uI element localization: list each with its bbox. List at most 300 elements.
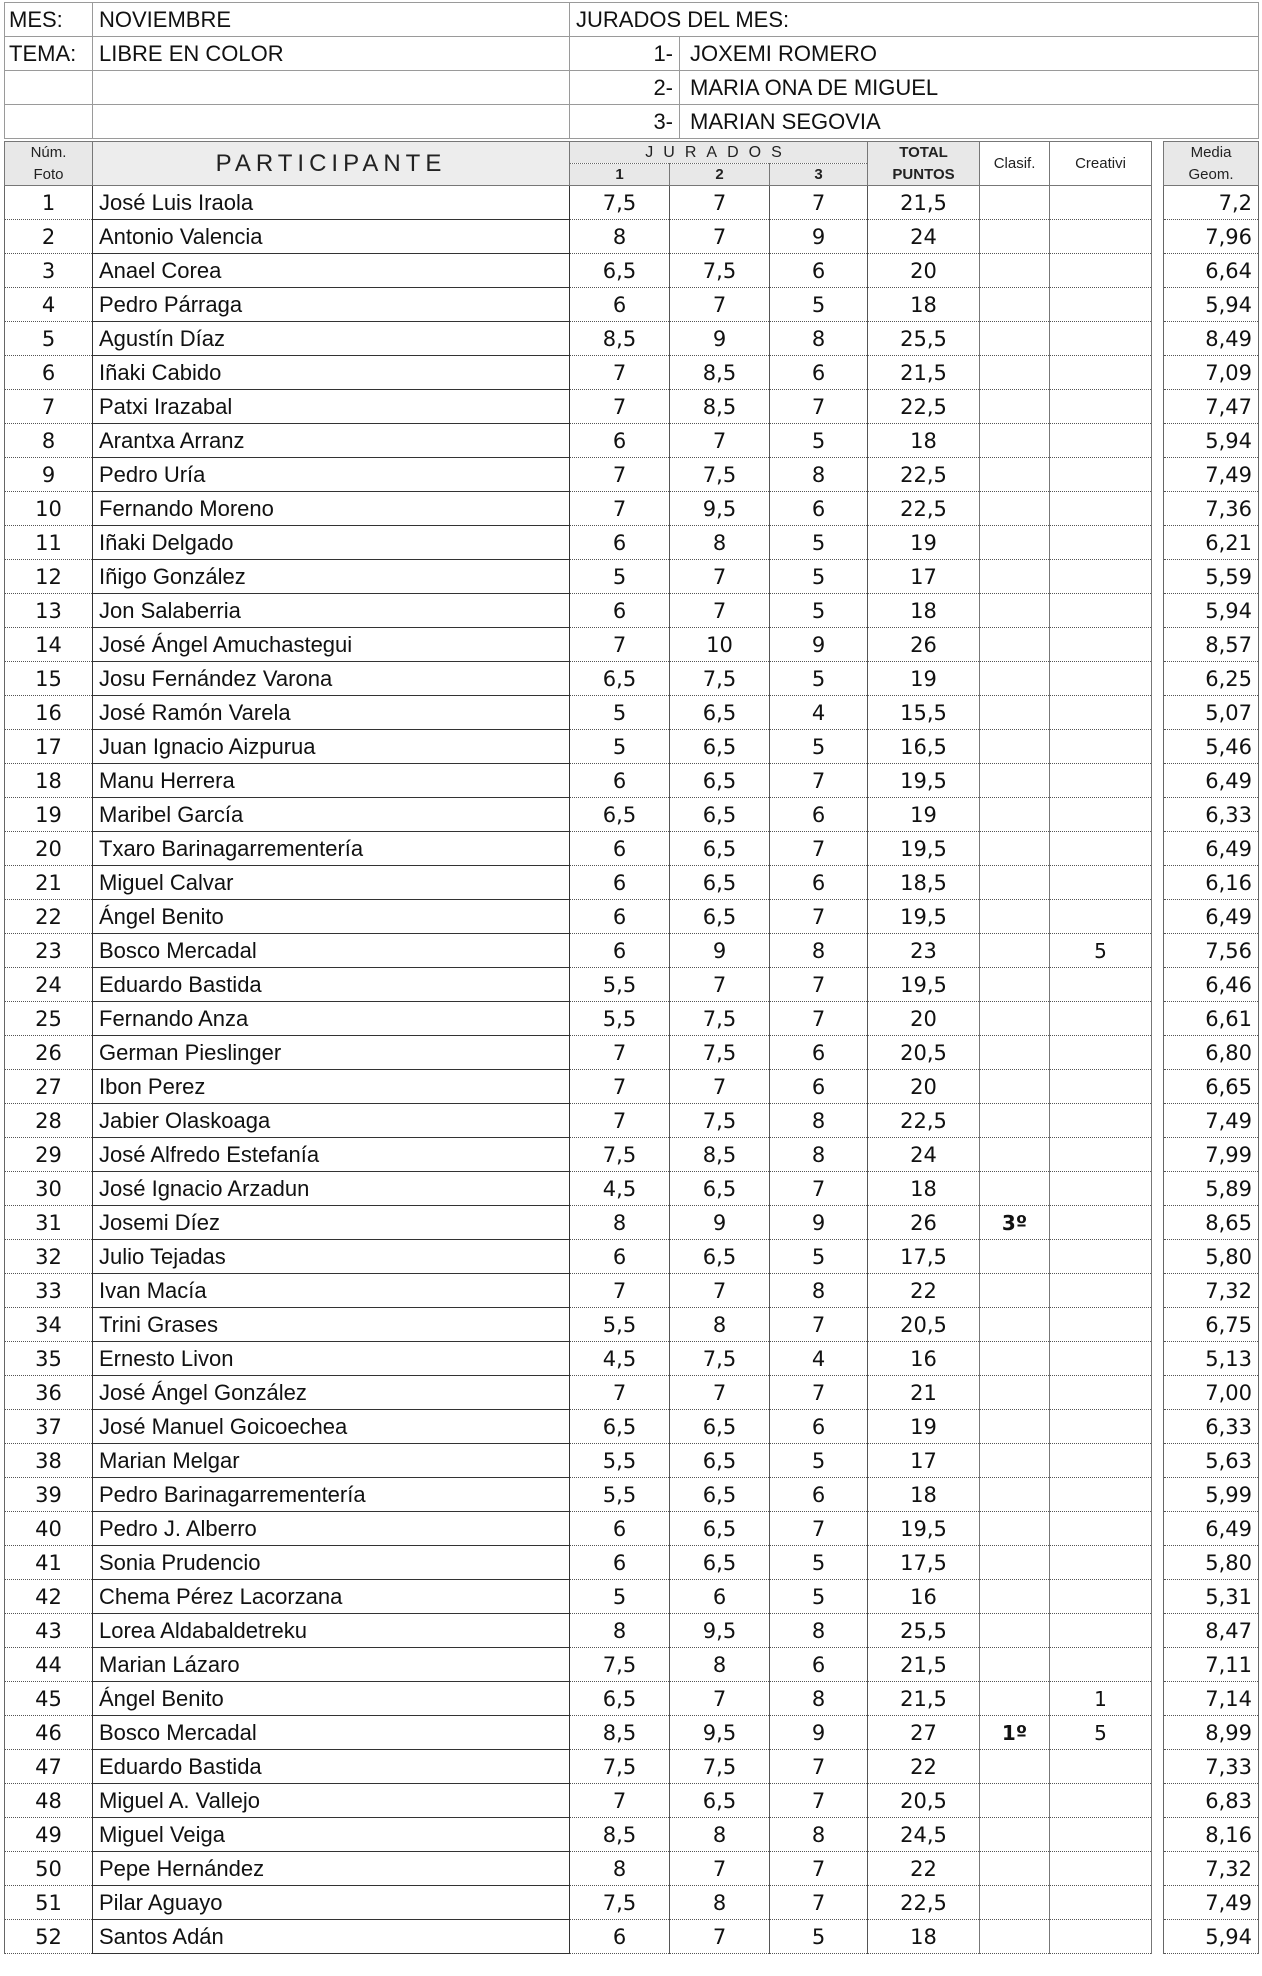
score-jurado-3: 7: [770, 968, 868, 1002]
participant-name: Eduardo Bastida: [93, 1750, 570, 1784]
score-jurado-3: 9: [770, 628, 868, 662]
creativity-score: [1050, 696, 1152, 730]
score-jurado-2: 6: [670, 1580, 770, 1614]
photo-number: 34: [5, 1308, 93, 1342]
col-num-bottom: Foto: [5, 164, 93, 186]
geometric-mean: 6,80: [1164, 1036, 1259, 1070]
geometric-mean: 7,32: [1164, 1274, 1259, 1308]
total-points: 20: [868, 1070, 980, 1104]
geometric-mean: 7,47: [1164, 390, 1259, 424]
creativity-score: [1050, 1580, 1152, 1614]
participant-name: Pedro Uría: [93, 458, 570, 492]
participant-name: Manu Herrera: [93, 764, 570, 798]
classification: [980, 1682, 1050, 1716]
geometric-mean: 6,16: [1164, 866, 1259, 900]
creativity-score: [1050, 1002, 1152, 1036]
geometric-mean: 5,59: [1164, 560, 1259, 594]
score-jurado-1: 7: [570, 1784, 670, 1818]
photo-number: 50: [5, 1852, 93, 1886]
table-row: [5, 1580, 1259, 1614]
table-row: [5, 1886, 1259, 1920]
row-gap: [1152, 1036, 1164, 1070]
table-row: [5, 1104, 1259, 1138]
creativity-score: [1050, 254, 1152, 288]
total-points: 21,5: [868, 356, 980, 390]
photo-number: 19: [5, 798, 93, 832]
score-jurado-1: 7: [570, 458, 670, 492]
geometric-mean: 6,46: [1164, 968, 1259, 1002]
participant-name: Miguel Veiga: [93, 1818, 570, 1852]
table-row: [5, 832, 1259, 866]
score-jurado-3: 6: [770, 798, 868, 832]
table-row: [5, 1478, 1259, 1512]
classification: [980, 1818, 1050, 1852]
score-jurado-1: 6: [570, 900, 670, 934]
score-jurado-2: 8: [670, 526, 770, 560]
col-jurado-1: 1: [570, 164, 670, 186]
participant-name: Pepe Hernández: [93, 1852, 570, 1886]
score-jurado-1: 5: [570, 730, 670, 764]
photo-number: 26: [5, 1036, 93, 1070]
creativity-score: [1050, 730, 1152, 764]
geometric-mean: 6,49: [1164, 832, 1259, 866]
col-jurado-3: 3: [770, 164, 868, 186]
row-gap: [1152, 900, 1164, 934]
participant-name: Agustín Díaz: [93, 322, 570, 356]
participant-name: Ángel Benito: [93, 900, 570, 934]
score-jurado-3: 5: [770, 1444, 868, 1478]
photo-number: 39: [5, 1478, 93, 1512]
photo-number: 24: [5, 968, 93, 1002]
score-jurado-1: 8,5: [570, 1818, 670, 1852]
row-gap: [1152, 1172, 1164, 1206]
table-row: [5, 390, 1259, 424]
participant-name: Julio Tejadas: [93, 1240, 570, 1274]
score-jurado-2: 7: [670, 1070, 770, 1104]
participant-name: Miguel Calvar: [93, 866, 570, 900]
score-jurado-1: 7,5: [570, 1138, 670, 1172]
classification: [980, 1308, 1050, 1342]
creativity-score: [1050, 1648, 1152, 1682]
geometric-mean: 8,57: [1164, 628, 1259, 662]
score-jurado-1: 6: [570, 1240, 670, 1274]
mes-label: MES:: [5, 3, 93, 37]
score-jurado-3: 8: [770, 322, 868, 356]
total-points: 21,5: [868, 1648, 980, 1682]
photo-number: 16: [5, 696, 93, 730]
score-jurado-1: 6: [570, 1546, 670, 1580]
participant-name: José Manuel Goicoechea: [93, 1410, 570, 1444]
score-jurado-3: 7: [770, 186, 868, 220]
score-jurado-1: 7: [570, 1274, 670, 1308]
total-points: 22,5: [868, 390, 980, 424]
row-gap: [1152, 1376, 1164, 1410]
total-points: 24,5: [868, 1818, 980, 1852]
participant-name: Jon Salaberria: [93, 594, 570, 628]
classification: [980, 968, 1050, 1002]
classification: [980, 390, 1050, 424]
classification: [980, 1648, 1050, 1682]
photo-number: 42: [5, 1580, 93, 1614]
participant-name: Iñigo González: [93, 560, 570, 594]
score-jurado-1: 6: [570, 288, 670, 322]
score-jurado-3: 5: [770, 730, 868, 764]
score-jurado-3: 7: [770, 1784, 868, 1818]
total-points: 25,5: [868, 1614, 980, 1648]
photo-number: 27: [5, 1070, 93, 1104]
jurado-1-name: JOXEMI ROMERO: [680, 37, 1259, 71]
creativity-score: [1050, 1410, 1152, 1444]
geometric-mean: 6,64: [1164, 254, 1259, 288]
score-jurado-2: 7: [670, 594, 770, 628]
classification: [980, 1376, 1050, 1410]
row-gap: [1152, 1240, 1164, 1274]
participant-name: José Ignacio Arzadun: [93, 1172, 570, 1206]
participant-name: Chema Pérez Lacorzana: [93, 1580, 570, 1614]
score-jurado-1: 8,5: [570, 1716, 670, 1750]
creativity-score: [1050, 798, 1152, 832]
table-row: [5, 1716, 1259, 1750]
score-jurado-2: 7,5: [670, 1036, 770, 1070]
score-jurado-3: 6: [770, 1410, 868, 1444]
score-jurado-3: 7: [770, 900, 868, 934]
score-jurado-1: 7,5: [570, 1750, 670, 1784]
photo-number: 15: [5, 662, 93, 696]
geometric-mean: 5,63: [1164, 1444, 1259, 1478]
score-jurado-2: 7: [670, 1920, 770, 1954]
score-jurado-1: 7: [570, 492, 670, 526]
geometric-mean: 7,11: [1164, 1648, 1259, 1682]
participant-name: Santos Adán: [93, 1920, 570, 1954]
photo-number: 30: [5, 1172, 93, 1206]
score-jurado-2: 6,5: [670, 1172, 770, 1206]
score-jurado-2: 7: [670, 288, 770, 322]
score-jurado-3: 9: [770, 1716, 868, 1750]
classification: [980, 560, 1050, 594]
table-row: [5, 1036, 1259, 1070]
score-jurado-3: 8: [770, 1614, 868, 1648]
photo-number: 28: [5, 1104, 93, 1138]
total-points: 17,5: [868, 1240, 980, 1274]
creativity-score: [1050, 594, 1152, 628]
total-points: 19,5: [868, 764, 980, 798]
classification: 3º: [980, 1206, 1050, 1240]
score-jurado-2: 7,5: [670, 458, 770, 492]
score-jurado-1: 6: [570, 934, 670, 968]
photo-number: 43: [5, 1614, 93, 1648]
geometric-mean: 6,65: [1164, 1070, 1259, 1104]
photo-number: 46: [5, 1716, 93, 1750]
score-jurado-2: 8,5: [670, 390, 770, 424]
geometric-mean: 5,99: [1164, 1478, 1259, 1512]
classification: [980, 526, 1050, 560]
score-jurado-1: 6: [570, 832, 670, 866]
total-points: 23: [868, 934, 980, 968]
score-jurado-3: 5: [770, 424, 868, 458]
score-jurado-2: 7: [670, 220, 770, 254]
table-row: [5, 628, 1259, 662]
score-jurado-1: 6,5: [570, 662, 670, 696]
score-jurado-1: 5: [570, 696, 670, 730]
score-jurado-3: 8: [770, 1138, 868, 1172]
total-points: 20,5: [868, 1036, 980, 1070]
geometric-mean: 7,2: [1164, 186, 1259, 220]
creativity-score: [1050, 1308, 1152, 1342]
classification: [980, 730, 1050, 764]
creativity-score: [1050, 1342, 1152, 1376]
table-row: [5, 254, 1259, 288]
jurado-3-name: MARIAN SEGOVIA: [680, 105, 1259, 139]
header-table: [4, 2, 1259, 139]
photo-number: 35: [5, 1342, 93, 1376]
creativity-score: [1050, 1240, 1152, 1274]
photo-number: 2: [5, 220, 93, 254]
total-points: 21,5: [868, 186, 980, 220]
score-jurado-2: 9: [670, 1206, 770, 1240]
photo-number: 44: [5, 1648, 93, 1682]
table-row: [5, 1376, 1259, 1410]
participant-name: Iñaki Delgado: [93, 526, 570, 560]
classification: [980, 628, 1050, 662]
photo-number: 45: [5, 1682, 93, 1716]
participant-name: Maribel García: [93, 798, 570, 832]
participant-name: Iñaki Cabido: [93, 356, 570, 390]
creativity-score: [1050, 560, 1152, 594]
score-jurado-2: 8: [670, 1886, 770, 1920]
creativity-score: [1050, 1138, 1152, 1172]
score-jurado-2: 6,5: [670, 798, 770, 832]
row-gap: [1152, 1410, 1164, 1444]
photo-number: 48: [5, 1784, 93, 1818]
score-jurado-1: 6: [570, 594, 670, 628]
participant-name: Patxi Irazabal: [93, 390, 570, 424]
score-jurado-3: 7: [770, 1750, 868, 1784]
score-jurado-3: 7: [770, 1512, 868, 1546]
row-gap: [1152, 1716, 1164, 1750]
total-points: 17,5: [868, 1546, 980, 1580]
classification: [980, 1036, 1050, 1070]
total-points: 20,5: [868, 1308, 980, 1342]
score-jurado-2: 7,5: [670, 1342, 770, 1376]
participant-name: Txaro Barinagarrementería: [93, 832, 570, 866]
score-jurado-3: 7: [770, 1002, 868, 1036]
score-jurado-3: 6: [770, 866, 868, 900]
creativity-score: [1050, 968, 1152, 1002]
score-jurado-1: 5: [570, 560, 670, 594]
classification: [980, 492, 1050, 526]
classification: [980, 1002, 1050, 1036]
row-gap: [1152, 730, 1164, 764]
score-jurado-3: 6: [770, 1648, 868, 1682]
jurados-title: JURADOS DEL MES:: [570, 3, 1259, 37]
geometric-mean: 7,49: [1164, 1104, 1259, 1138]
creativity-score: [1050, 1852, 1152, 1886]
table-row: [5, 934, 1259, 968]
participant-name: German Pieslinger: [93, 1036, 570, 1070]
table-row: [5, 1546, 1259, 1580]
score-jurado-2: 6,5: [670, 764, 770, 798]
classification: [980, 1274, 1050, 1308]
score-jurado-3: 4: [770, 1342, 868, 1376]
score-jurado-1: 5,5: [570, 1002, 670, 1036]
row-gap: [1152, 1750, 1164, 1784]
col-clasif: Clasif.: [980, 142, 1050, 186]
score-jurado-1: 5,5: [570, 1478, 670, 1512]
score-jurado-2: 9,5: [670, 1716, 770, 1750]
score-jurado-2: 6,5: [670, 696, 770, 730]
classification: [980, 288, 1050, 322]
score-jurado-2: 6,5: [670, 730, 770, 764]
row-gap: [1152, 1308, 1164, 1342]
table-row: [5, 1070, 1259, 1104]
participant-name: Lorea Aldabaldetreku: [93, 1614, 570, 1648]
creativity-score: [1050, 900, 1152, 934]
table-row: [5, 1240, 1259, 1274]
score-jurado-2: 6,5: [670, 1444, 770, 1478]
table-row: [5, 1444, 1259, 1478]
col-media-top: Media: [1164, 142, 1259, 164]
total-points: 18: [868, 1920, 980, 1954]
classification: [980, 1852, 1050, 1886]
photo-number: 33: [5, 1274, 93, 1308]
classification: [980, 798, 1050, 832]
score-jurado-1: 5,5: [570, 1308, 670, 1342]
photo-number: 52: [5, 1920, 93, 1954]
empty-cell: [93, 105, 570, 139]
row-gap: [1152, 1104, 1164, 1138]
participant-name: Anael Corea: [93, 254, 570, 288]
total-points: 22,5: [868, 458, 980, 492]
classification: [980, 254, 1050, 288]
table-row: [5, 322, 1259, 356]
creativity-score: [1050, 628, 1152, 662]
score-jurado-3: 5: [770, 560, 868, 594]
classification: [980, 322, 1050, 356]
score-jurado-2: 8: [670, 1648, 770, 1682]
creativity-score: [1050, 288, 1152, 322]
geometric-mean: 7,32: [1164, 1852, 1259, 1886]
classification: [980, 1410, 1050, 1444]
score-jurado-1: 7: [570, 1104, 670, 1138]
score-jurado-2: 7: [670, 560, 770, 594]
score-jurado-1: 6,5: [570, 1410, 670, 1444]
creativity-score: [1050, 1376, 1152, 1410]
geometric-mean: 6,49: [1164, 900, 1259, 934]
participant-name: Pedro J. Alberro: [93, 1512, 570, 1546]
creativity-score: [1050, 356, 1152, 390]
score-jurado-3: 6: [770, 1478, 868, 1512]
tema-label: TEMA:: [5, 37, 93, 71]
creativity-score: [1050, 492, 1152, 526]
participant-name: Eduardo Bastida: [93, 968, 570, 1002]
total-points: 19: [868, 1410, 980, 1444]
total-points: 22,5: [868, 492, 980, 526]
table-row: [5, 1138, 1259, 1172]
creativity-score: [1050, 866, 1152, 900]
geometric-mean: 5,80: [1164, 1240, 1259, 1274]
classification: [980, 220, 1050, 254]
creativity-score: [1050, 1172, 1152, 1206]
score-jurado-2: 7,5: [670, 1750, 770, 1784]
row-gap: [1152, 1138, 1164, 1172]
creativity-score: [1050, 1104, 1152, 1138]
classification: [980, 1070, 1050, 1104]
creativity-score: [1050, 1784, 1152, 1818]
total-points: 26: [868, 628, 980, 662]
score-jurado-1: 7,5: [570, 1648, 670, 1682]
total-points: 15,5: [868, 696, 980, 730]
total-points: 17: [868, 560, 980, 594]
col-creativi: Creativi: [1050, 142, 1152, 186]
score-jurado-3: 7: [770, 390, 868, 424]
score-jurado-2: 6,5: [670, 1512, 770, 1546]
row-gap: [1152, 1614, 1164, 1648]
creativity-score: 5: [1050, 934, 1152, 968]
total-points: 19,5: [868, 900, 980, 934]
score-jurado-2: 7: [670, 1682, 770, 1716]
geometric-mean: 7,49: [1164, 458, 1259, 492]
results-sheet: [4, 2, 1258, 1954]
total-points: 16,5: [868, 730, 980, 764]
participant-name: Antonio Valencia: [93, 220, 570, 254]
scores-table: [4, 141, 1259, 1954]
table-row: [5, 458, 1259, 492]
total-points: 19,5: [868, 968, 980, 1002]
table-row: [5, 730, 1259, 764]
geometric-mean: 7,96: [1164, 220, 1259, 254]
participant-name: Miguel A. Vallejo: [93, 1784, 570, 1818]
total-points: 19: [868, 526, 980, 560]
geometric-mean: 7,99: [1164, 1138, 1259, 1172]
score-jurado-1: 7: [570, 628, 670, 662]
participant-name: José Ramón Varela: [93, 696, 570, 730]
geometric-mean: 5,80: [1164, 1546, 1259, 1580]
row-gap: [1152, 1478, 1164, 1512]
score-jurado-1: 4,5: [570, 1342, 670, 1376]
table-row: [5, 798, 1259, 832]
score-jurado-1: 6: [570, 1512, 670, 1546]
score-jurado-2: 6,5: [670, 1546, 770, 1580]
creativity-score: [1050, 662, 1152, 696]
classification: [980, 1546, 1050, 1580]
table-row: [5, 594, 1259, 628]
classification: [980, 1104, 1050, 1138]
creativity-score: [1050, 1750, 1152, 1784]
mes-value: NOVIEMBRE: [93, 3, 570, 37]
creativity-score: [1050, 764, 1152, 798]
creativity-score: [1050, 1478, 1152, 1512]
score-jurado-2: 9: [670, 934, 770, 968]
photo-number: 17: [5, 730, 93, 764]
table-row: [5, 696, 1259, 730]
table-row: [5, 1818, 1259, 1852]
photo-number: 41: [5, 1546, 93, 1580]
score-jurado-3: 7: [770, 1886, 868, 1920]
score-jurado-3: 5: [770, 526, 868, 560]
geometric-mean: 7,14: [1164, 1682, 1259, 1716]
participant-name: Arantxa Arranz: [93, 424, 570, 458]
score-jurado-3: 7: [770, 1376, 868, 1410]
row-gap: [1152, 866, 1164, 900]
score-jurado-3: 5: [770, 662, 868, 696]
row-gap: [1152, 526, 1164, 560]
col-participante: PARTICIPANTE: [93, 142, 570, 186]
row-gap: [1152, 1886, 1164, 1920]
photo-number: 14: [5, 628, 93, 662]
table-row: [5, 186, 1259, 220]
total-points: 22: [868, 1750, 980, 1784]
participant-name: Ángel Benito: [93, 1682, 570, 1716]
